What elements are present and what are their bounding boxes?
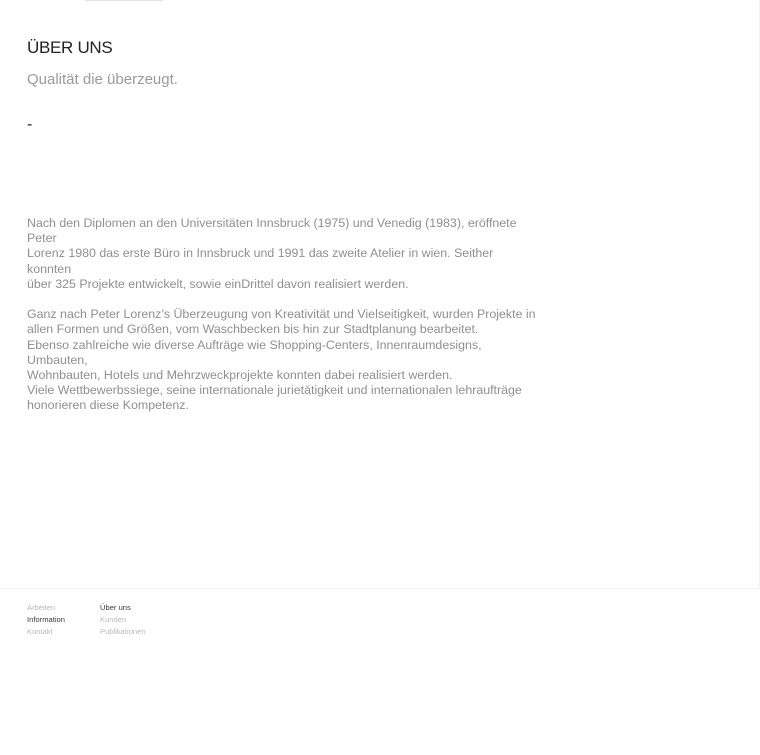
text-line: über 325 Projekte entwickelt, sowie einDrittel davon realisiert werden. [27, 276, 409, 291]
subnav-link-publikationen[interactable]: Publikationen [100, 627, 146, 637]
text-line: Lorenz 1980 das erste Büro in Innsbruck und 1991 das zweite Atelier in wien. Seither konnten [27, 246, 494, 276]
nav-link-information[interactable]: Information [27, 615, 65, 625]
text-line: Ebenso zahlreiche wie diverse Aufträge wie Shopping-Centers, Innenraumdesigns, Umbauten, [27, 337, 482, 367]
subnav-link-kunden[interactable]: Kunden [100, 615, 127, 625]
page-title: ÜBER UNS [27, 38, 113, 57]
text-line: Wohnbauten, Hotels und Mehrzweckprojekte konnten dabei realisiert werden. [27, 368, 453, 383]
text-line: honorieren diese Kompetenz. [27, 398, 189, 413]
nav-link-arbeiten[interactable]: Arbeiten [27, 603, 56, 612]
footer-divider [0, 588, 760, 589]
text-line: Nach den Diplomen an den Universitäten Innsbruck (1975) und Venedig (1983), eröffnete Peter [27, 216, 517, 246]
text-line: Viele Wettbewerbssiege, seine internationale jurietätigkeit und internationalen lehraufträge [27, 383, 522, 398]
text-line: Ganz nach Peter Lorenz’s Überzeugung von Kreativität und Vielseitigkeit, wurden Projekte in [27, 307, 536, 322]
subnav-link-ueber-uns[interactable]: Über uns [100, 603, 131, 612]
nav-link-kontakt[interactable]: Kontakt [27, 627, 53, 637]
about-paragraph-2 [27, 307, 537, 413]
top-divider [85, 0, 163, 1]
about-paragraph-1 [27, 216, 537, 292]
title-dash: - [27, 116, 33, 133]
page-header [27, 38, 537, 134]
main-nav [27, 602, 65, 639]
page-subtitle: Qualität die überzeugt. [27, 71, 178, 88]
about-text [27, 216, 537, 429]
sub-nav [100, 602, 146, 639]
text-line: allen Formen und Größen, vom Waschbecken bis hin zur Stadtplanung bearbeitet. [27, 322, 479, 337]
